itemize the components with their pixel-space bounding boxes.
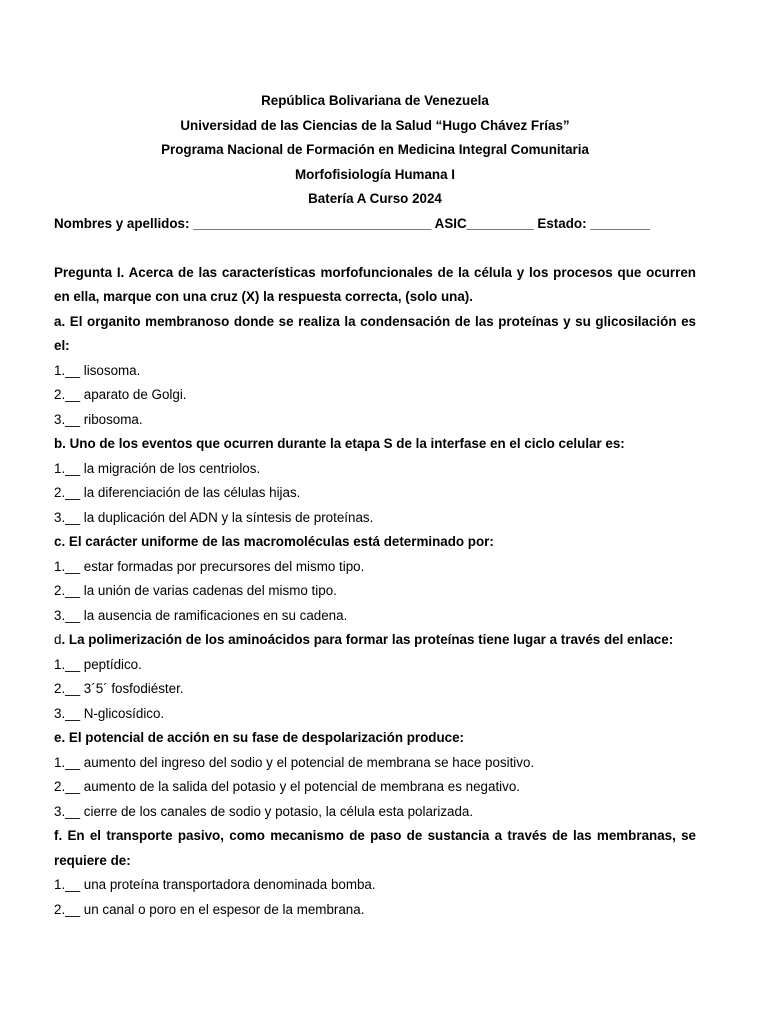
question-c: c. El carácter uniforme de las macromoléculas está determinado por: (54, 534, 494, 549)
option-a-3: 3.__ ribosoma. (54, 411, 143, 427)
option-b-2: 2.__ la diferenciación de las células hijas. (54, 485, 301, 500)
header-program: Programa Nacional de Formación en Medicina Integral Comunitaria (161, 142, 589, 157)
option-b-3: 3.__ la duplicación del ADN y la síntesis de proteínas. (54, 509, 374, 525)
question-d-letter: d (54, 632, 62, 647)
question-d (54, 628, 696, 653)
option-d-2: 2.__ 3´5´ fosfodiéster. (54, 681, 184, 696)
question-f: f. En el transporte pasivo, como mecanismo de paso de sustancia a través de las membranas, se requiere de: (54, 828, 696, 868)
question-e: e. El potencial de acción en su fase de despolarización produce: (54, 730, 465, 745)
header-country: República Bolivariana de Venezuela (261, 93, 489, 108)
option-d-3: 3.__ N-glicosídico. (54, 705, 165, 721)
question-b: b. Uno de los eventos que ocurren durante la etapa S de la interfase en el ciclo celular es: (54, 436, 625, 451)
option-f-2: 2.__ un canal o poro en el espesor de la membrana. (54, 901, 365, 917)
header-university: Universidad de las Ciencias de la Salud “Hugo Chávez Frías” (180, 117, 570, 133)
question-d-text: . La polimerización de los aminoácidos para formar las proteínas tiene lugar a través del enlace: (61, 632, 674, 647)
header-subject: Morfofisiología Humana I (295, 166, 455, 182)
option-e-2: 2.__ aumento de la salida del potasio y el potencial de membrana es negativo. (54, 779, 520, 794)
student-identity-line: Nombres y apellidos: ________________________________ ASIC_________ Estado: ________ (54, 215, 650, 231)
option-e-1: 1.__ aumento del ingreso del sodio y el potencial de membrana se hace positivo. (54, 754, 535, 770)
option-a-2: 2.__ aparato de Golgi. (54, 387, 187, 402)
option-c-1: 1.__ estar formadas por precursores del mismo tipo. (54, 558, 365, 574)
option-c-2: 2.__ la unión de varias cadenas del mismo tipo. (54, 583, 337, 598)
question-intro: Pregunta I. Acerca de las características morfofuncionales de la célula y los procesos que ocurren en ella, marque con una cruz (X) la respuesta correcta, (solo una). (54, 264, 696, 304)
option-c-3: 3.__ la ausencia de ramificaciones en su cadena. (54, 607, 348, 623)
option-b-1: 1.__ la migración de los centriolos. (54, 460, 261, 476)
header-exam: Batería A Curso 2024 (308, 191, 442, 206)
option-f-1: 1.__ una proteína transportadora denominada bomba. (54, 877, 376, 892)
option-d-1: 1.__ peptídico. (54, 656, 142, 672)
question-a: a. El organito membranoso donde se realiza la condensación de las proteínas y su glicosilación es el: (54, 313, 696, 353)
spacer (54, 236, 696, 261)
option-e-3: 3.__ cierre de los canales de sodio y potasio, la célula esta polarizada. (54, 803, 474, 819)
option-a-1: 1.__ lisosoma. (54, 362, 141, 378)
